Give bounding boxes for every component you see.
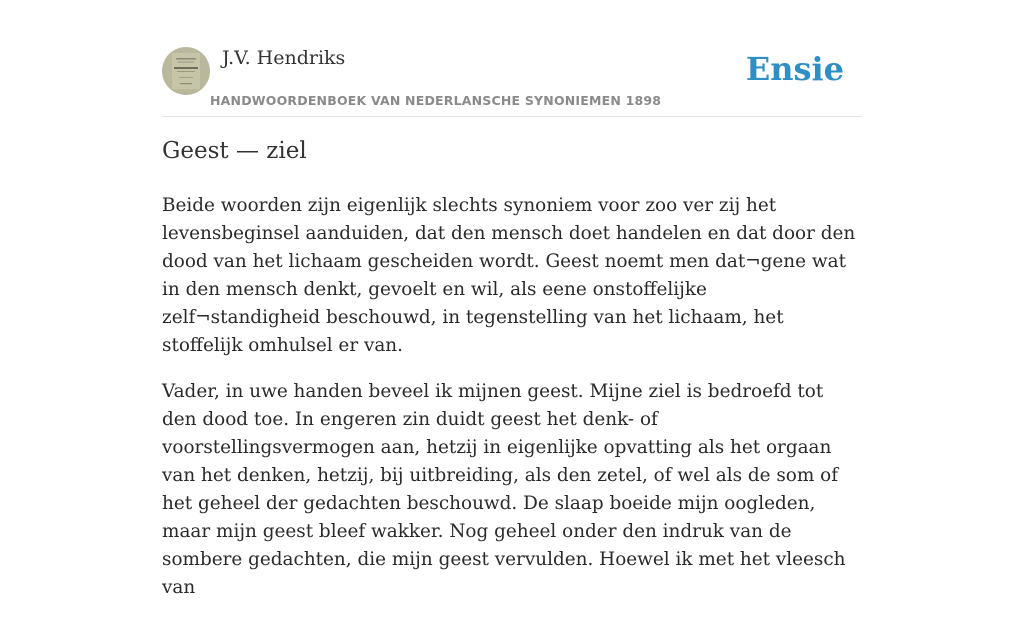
ensie-logo[interactable]: Ensie bbox=[745, 50, 844, 88]
paragraph-1: Beide woorden zijn eigenlijk slechts synoniem voor zoo ver zij het levensbeginsel aanduiden, dat den mensch doet handelen en dat door den dood van het lichaam gescheiden wordt. Geest noemt men dat¬gene wat in den mensch denkt, gevoelt en wil, als eene onstoffelijke zelf¬standigheid beschouwd, in tegenstelling van het lichaam, het stoffelijk omhulsel er van. bbox=[162, 195, 856, 356]
author-link[interactable]: J.V. Hendriks bbox=[222, 47, 346, 69]
header bbox=[162, 44, 862, 117]
source-title[interactable]: HANDWOORDENBOEK VAN NEDERLANSCHE SYNONIEMEN 1898 bbox=[210, 93, 662, 108]
paragraph-2: Vader, in uwe handen beveel ik mijnen geest. Mijne ziel is bedroefd tot den dood toe. In engeren zin duidt geest het denk- of voorstellingsvermogen aan, hetzij in eigenlijke opvatting als het orgaan van het denken, hetzij, bij uitbreiding, als den zetel, of wel als de som of het geheel der gedachten beschouwd. De slaap boeide mijn oogleden, maar mijn geest bleef wakker. Nog geheel onder den indruk van de sombere gedachten, die mijn geest vervulden. Hoewel ik met het vleesch van bbox=[162, 381, 846, 598]
book-cover-image bbox=[162, 47, 210, 95]
article-body bbox=[162, 192, 862, 620]
book-cover-avatar[interactable] bbox=[162, 47, 210, 95]
page-title: Geest — ziel bbox=[162, 138, 307, 164]
